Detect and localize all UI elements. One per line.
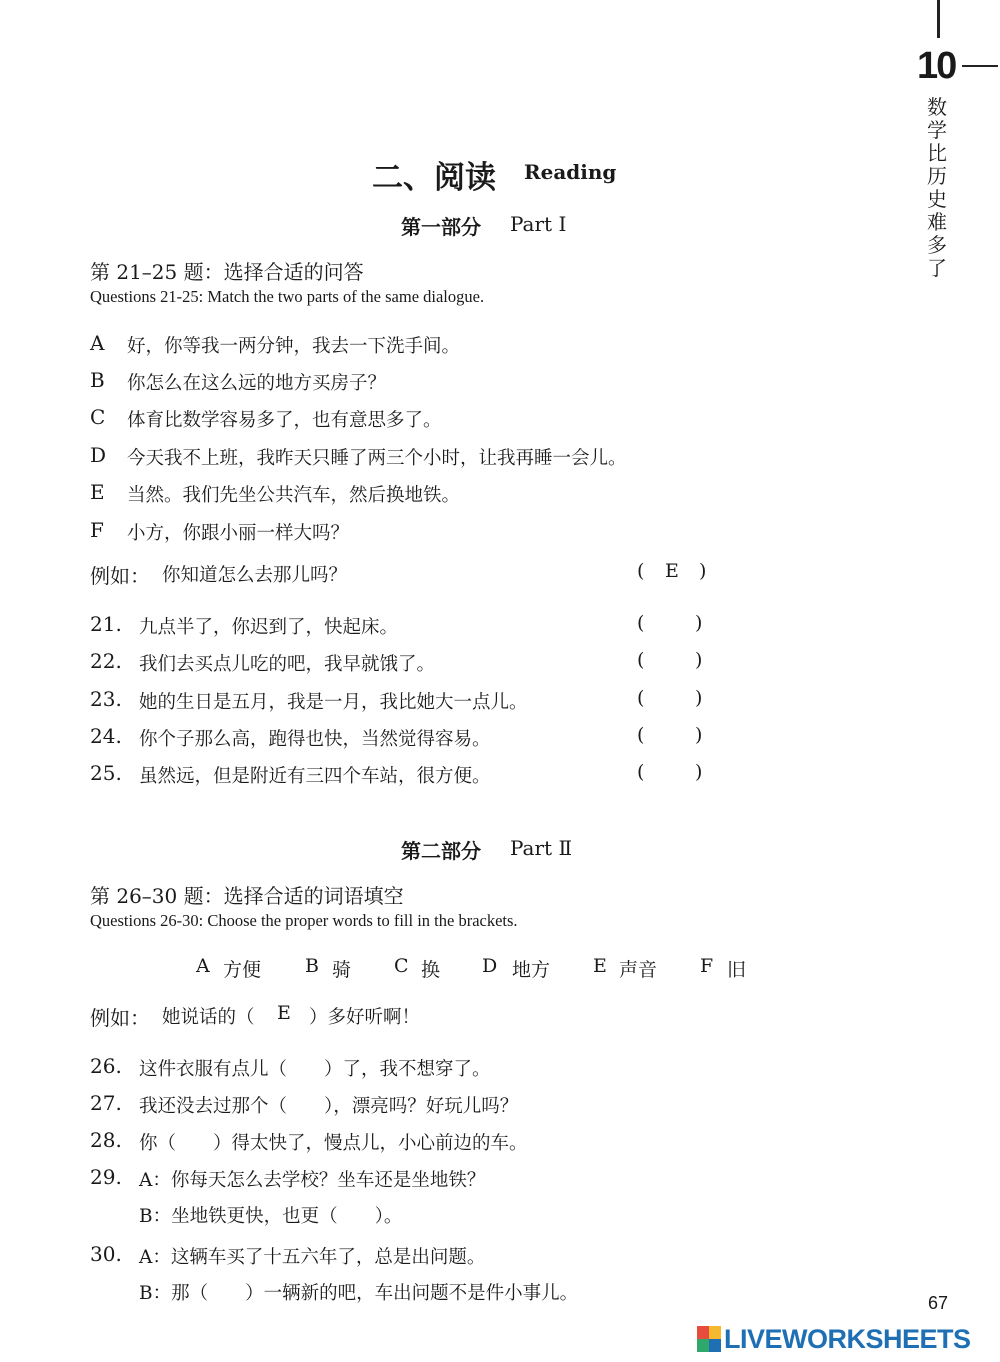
dialogue-line-a: A：你每天怎么去学校？坐车还是坐地铁？ [139, 1170, 486, 1191]
answer-paren-open: ( [637, 687, 645, 709]
option-text: 今天我不上班，我昨天只睡了两三个小时，让我再睡一会儿。 [127, 448, 627, 469]
question-number: 22. [90, 649, 122, 673]
option-letter: E [90, 480, 105, 504]
example-answer: E [665, 560, 679, 582]
blank-input[interactable] [355, 1199, 399, 1225]
example-label: 例如： [90, 1006, 150, 1030]
option-letter: A [90, 331, 105, 355]
word-option: 换 [421, 959, 441, 981]
option-text: 你怎么在这么远的地方买房子？ [127, 373, 387, 394]
paren-close: ) [699, 560, 707, 582]
dialogue-line-b: B：坐地铁更快，也更（ ）。 [139, 1206, 403, 1227]
option-text: 好，你等我一两分钟，我去一下洗手间。 [127, 336, 461, 357]
answer-paren-open: ( [637, 612, 645, 634]
answer-paren-open: ( [637, 724, 645, 746]
question-text: 你（ ）得太快了，慢点儿，小心前边的车。 [139, 1133, 528, 1154]
answer-paren-open: ( [637, 649, 645, 671]
option-letter: C [90, 405, 106, 429]
question-number: 21. [90, 612, 122, 636]
question-text: 这件衣服有点儿（ ）了，我不想穿了。 [139, 1059, 491, 1080]
answer-paren-close: ) [695, 687, 703, 709]
page-number: 67 [927, 1293, 948, 1313]
answer-paren-open: ( [637, 761, 645, 783]
part1-title-english: Part Ⅰ [510, 212, 567, 236]
question-number: 28. [90, 1128, 122, 1152]
option-letter: F [90, 518, 104, 542]
word-letter: B [305, 955, 319, 977]
question-text: 你个子那么高，跑得也快，当然觉得容易。 [139, 729, 491, 750]
paren-open: ( [637, 560, 645, 582]
dialogue-line-a: A：这辆车买了十五六年了，总是出问题。 [139, 1247, 486, 1268]
question-number: 27. [90, 1091, 122, 1115]
word-option: 骑 [332, 959, 352, 981]
question-number: 24. [90, 724, 122, 748]
watermark-text: LIVEWORKSHEETS [724, 1323, 971, 1354]
word-option: 声音 [619, 959, 658, 981]
question-text: 我还没去过那个（ ），漂亮吗？好玩儿吗？ [139, 1096, 519, 1117]
example-answer: E [277, 1002, 291, 1024]
question-number: 25. [90, 761, 122, 785]
part1-instruction: 第 21–25 题：选择合适的问答 [90, 260, 364, 284]
example-question: 你知道怎么去那儿吗？ [162, 565, 348, 586]
answer-paren-close: ) [695, 761, 703, 783]
answer-paren-close: ) [695, 649, 703, 671]
word-letter: A [196, 955, 210, 977]
dialogue-line-b: B：那（ ）一辆新的吧，车出问题不是件小事儿。 [139, 1283, 579, 1304]
option-letter: B [90, 368, 105, 392]
word-option: 旧 [727, 959, 747, 981]
blank-input[interactable] [212, 1276, 256, 1302]
part2-title-english: Part Ⅱ [510, 836, 573, 860]
question-text: 虽然远，但是附近有三四个车站，很方便。 [139, 766, 491, 787]
answer-input[interactable] [660, 759, 690, 785]
example-label: 例如： [90, 564, 150, 588]
answer-input[interactable] [660, 610, 690, 636]
section-title-english: Reading [524, 160, 617, 184]
word-option: 方便 [223, 959, 262, 981]
option-letter: D [90, 443, 107, 467]
word-letter: F [700, 955, 714, 977]
answer-input[interactable] [660, 685, 690, 711]
option-text: 当然。我们先坐公共汽车，然后换地铁。 [127, 485, 461, 506]
word-letter: D [482, 955, 498, 977]
part1-instruction-english: Questions 21-25: Match the two parts of the same dialogue. [90, 287, 485, 306]
answer-paren-close: ) [695, 724, 703, 746]
question-text: 九点半了，你迟到了，快起床。 [139, 617, 399, 638]
option-text: 体育比数学容易多了，也有意思多了。 [127, 410, 442, 431]
chapter-number: 10 [917, 45, 956, 87]
liveworksheets-logo-icon [697, 1326, 721, 1352]
part2-instruction: 第 26–30 题：选择合适的词语填空 [90, 884, 404, 908]
answer-paren-close: ) [695, 612, 703, 634]
question-number: 29. [90, 1165, 122, 1189]
section-title: 二、阅读 [372, 160, 496, 196]
question-number: 26. [90, 1054, 122, 1078]
word-option: 地方 [512, 959, 551, 981]
blank-input[interactable] [296, 1089, 340, 1115]
question-number: 23. [90, 687, 122, 711]
example-text-after: ）多好听啊！ [309, 1007, 421, 1028]
side-tab-rule [962, 65, 998, 67]
part2-instruction-english: Questions 26-30: Choose the proper words to fill in the brackets. [90, 911, 518, 930]
example-text-before: 她说话的（ [162, 1007, 255, 1028]
word-letter: E [593, 955, 607, 977]
lesson-title: 数学比历史难多了 [927, 95, 947, 280]
answer-input[interactable] [660, 722, 690, 748]
answer-input[interactable] [660, 647, 690, 673]
blank-input[interactable] [305, 1052, 349, 1078]
option-text: 小方，你跟小丽一样大吗？ [127, 523, 350, 544]
word-letter: C [394, 955, 409, 977]
part2-title: 第二部分 [401, 839, 481, 863]
blank-input[interactable] [176, 1126, 220, 1152]
question-text: 她的生日是五月，我是一月，我比她大一点儿。 [139, 692, 528, 713]
liveworksheets-logo [697, 1323, 971, 1355]
question-text: 我们去买点儿吃的吧，我早就饿了。 [139, 654, 436, 675]
side-tab-divider [937, 0, 940, 38]
part1-title: 第一部分 [401, 215, 481, 239]
question-number: 30. [90, 1242, 122, 1266]
